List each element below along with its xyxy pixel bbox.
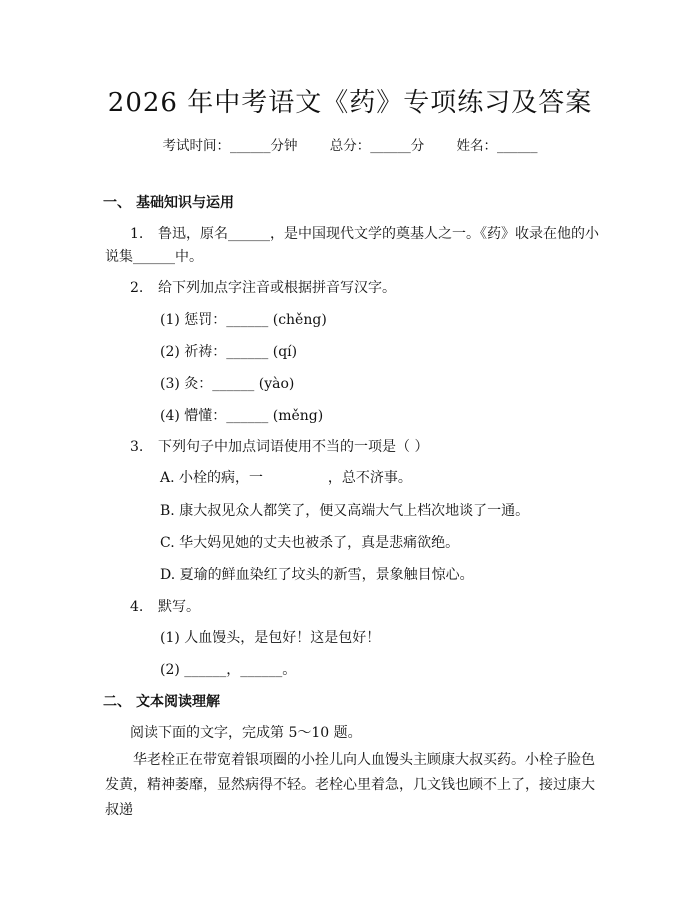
sub-item: (1) 人血馒头，是包好！这是包好！ (160, 630, 381, 646)
question-3 (130, 436, 428, 456)
sub-item: (4) 懵懂：______ (měng) (160, 408, 324, 424)
question-text: 下列句子中加点词语使用不当的一项是（ ） (158, 439, 429, 455)
question-2 (130, 277, 396, 297)
question-text: 默写。 (158, 599, 200, 615)
option-c: C. 华大妈见她的丈夫也被杀了，真是悲痛欲绝。 (160, 535, 460, 551)
section-number: 一、 (103, 195, 131, 211)
reading-instruction: 阅读下面的文字，完成第 5～10 题。 (130, 725, 362, 741)
sub-item: (2) 祈祷：______ (qí) (160, 344, 298, 360)
page-title: 2026 年中考语文《药》专项练习及答案 (107, 88, 593, 118)
question-number: 2. (130, 280, 144, 296)
sub-item: (1) 惩罚：______ (chěng) (160, 312, 327, 328)
sub-item: (3) 灸：______ (yào) (160, 376, 295, 392)
exam-time: 考试时间：______分钟 (162, 138, 298, 154)
section-title: 文本阅读理解 (136, 694, 220, 710)
sub-item: (2) ______，______。 (160, 662, 297, 678)
question-number: 3. (130, 439, 144, 455)
reading-passage: 华老栓正在带宽着银项圈的小拴儿向人血馒头主顾康大叔买药。小栓子脸色发黄，精神萎靡，显然病得不轻。老栓心里着急，几文钱也顾不上了，接过康大叔递 (105, 752, 595, 818)
option-d: D. 夏瑜的鲜血染红了坟头的新雪，景象触目惊心。 (160, 567, 474, 583)
question-text: 给下列加点字注音或根据拼音写汉字。 (158, 280, 396, 296)
option-a: A. 小栓的病，一 ，总不济事。 (160, 470, 412, 486)
exam-meta (0, 134, 700, 154)
question-number: 1. (130, 226, 144, 242)
question-number: 4. (130, 599, 144, 615)
section-heading-1 (103, 192, 234, 212)
question-1-continued: 说集______中。 (105, 249, 203, 265)
section-title: 基础知识与运用 (136, 195, 234, 211)
question-1 (130, 223, 599, 243)
section-number: 二、 (103, 694, 131, 710)
total-score: 总分：______分 (329, 138, 425, 154)
student-name: 姓名：______ (456, 138, 538, 154)
section-heading-2 (103, 691, 220, 711)
question-text: 鲁迅，原名______，是中国现代文学的奠基人之一。《药》收录在他的小 (158, 226, 599, 242)
option-b: B. 康大叔见众人都笑了，便又高端大气上档次地谈了一通。 (160, 503, 530, 519)
question-4 (130, 596, 200, 616)
